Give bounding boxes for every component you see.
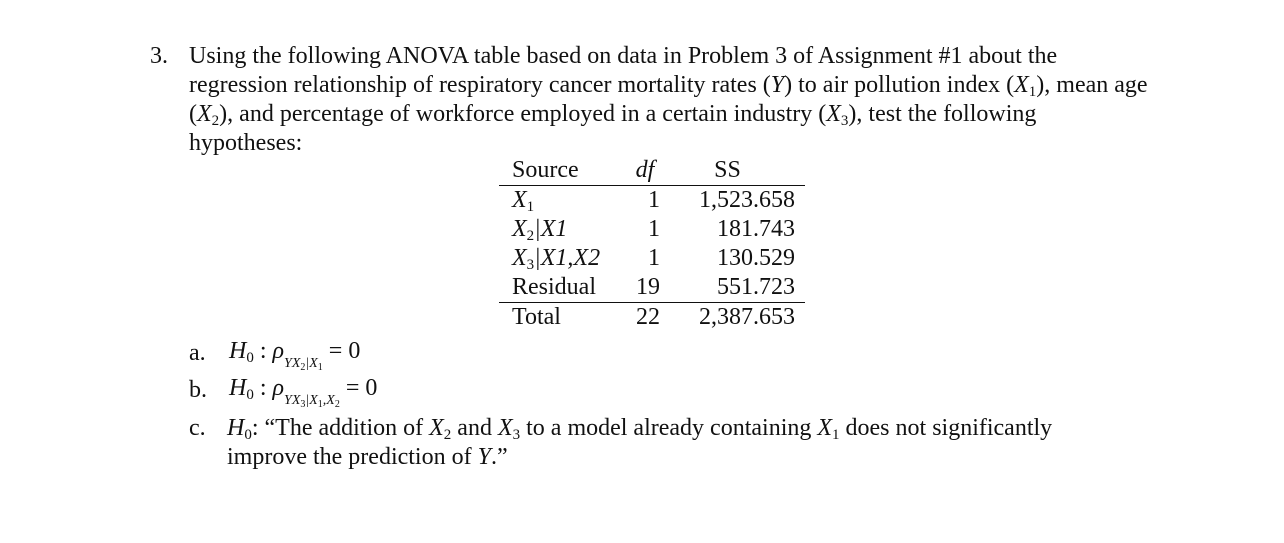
question-text [189,42,1149,158]
header-ss: SS [660,156,805,186]
intro-text-2: ) to air pollution index ( [784,72,1015,98]
part-b-letter: b. [189,377,207,403]
question-number: 3. [150,43,168,69]
intro-text-3: ), mean age ( [189,72,1148,127]
anova-table [499,156,805,332]
df-cell: 1 [648,187,660,213]
ss-cell: 181.743 [717,216,795,242]
var-x2: X [197,101,212,127]
source-cell: $X_2|X1$ [512,216,568,244]
ss-cell: 2,387.653 [699,304,795,330]
var-x2-sub: 2 [211,113,220,129]
header-df: df [630,156,660,186]
table-row [499,244,805,273]
part-a-hypothesis: $H_0$ : $\rho_{YX_2|X_1} = 0$ [229,338,361,373]
intro-text-5: ), test the following hypotheses: [189,101,1037,156]
table-row [499,186,805,216]
part-b-hypothesis: $H_0$ : $\rho_{YX_3|X_1,X_2} = 0$ [229,375,378,410]
table-row [499,215,805,244]
source-cell: $X_3|X1,X2$ [512,245,601,273]
ss-cell: 130.529 [717,245,795,271]
table-row [499,303,805,333]
var-x1-sub: 1 [1028,84,1037,100]
table-header-row [499,156,805,186]
part-c-letter: c. [189,415,206,441]
var-x1: X [1014,72,1029,98]
intro-text-4: ), and percentage of workforce employed in a certain industry ( [219,101,827,127]
header-source: Source [499,156,630,186]
var-y: Y [770,72,785,98]
df-cell: 1 [648,245,660,271]
var-x3: X [826,101,841,127]
df-cell: 1 [648,216,660,242]
ss-cell: 551.723 [660,273,805,303]
part-a-letter: a. [189,340,206,366]
part-c-hypothesis: $H_0$: “The addition of $X_2$ and $X_3$ to a model already containing $X_1$ does not significantly improve the prediction of Y.” [227,415,1053,470]
source-cell: Total [512,304,561,330]
df-cell: 19 [630,273,660,303]
source-cell: $X_1$ [512,187,535,215]
ss-cell: 1,523.658 [699,187,795,213]
df-cell: 22 [636,304,660,330]
intro-text-1: Using the following ANOVA table based on data in Problem 3 of Assignment #1 about the regression relationship of respiratory cancer mortality rates ( [189,43,1058,98]
var-x3-sub: 3 [840,113,849,129]
table-row [499,273,805,303]
source-cell: Residual [499,273,630,303]
